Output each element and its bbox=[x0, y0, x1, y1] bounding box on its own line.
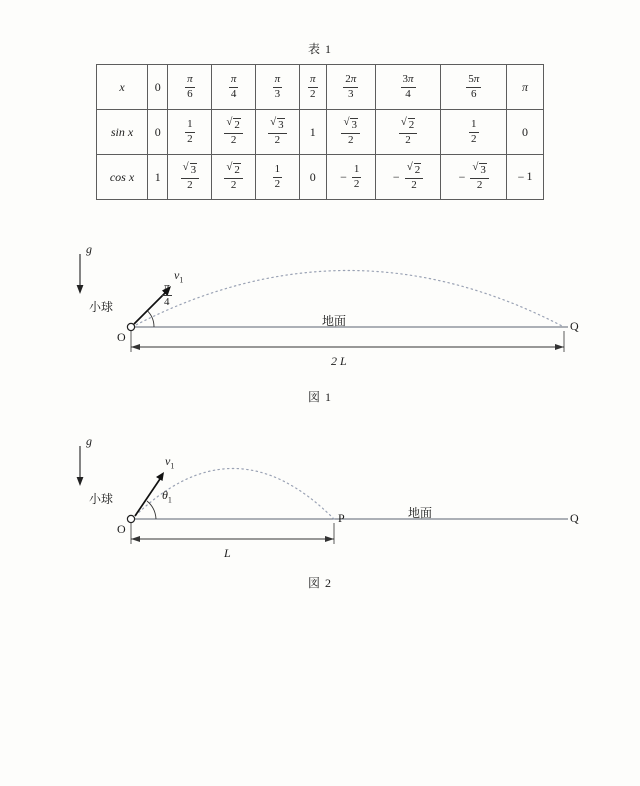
numerator-5: 5 bbox=[468, 72, 474, 85]
dimension-arrow-right bbox=[325, 536, 334, 542]
denominator-2: 2 bbox=[347, 133, 354, 146]
denominator-2: 2 bbox=[230, 133, 237, 146]
cell-x-3pi-4 bbox=[375, 65, 441, 110]
cell-cos-pi bbox=[507, 155, 544, 200]
minus-sign: − bbox=[340, 169, 347, 184]
numerator-1: 1 bbox=[185, 119, 195, 133]
sqrt-icon: √ 3 bbox=[343, 118, 358, 132]
ground-label: 地面 bbox=[408, 506, 433, 520]
sqrt-icon: √ 2 bbox=[226, 163, 241, 177]
origin-label: O bbox=[117, 330, 126, 344]
cell-cos-2pi-3 bbox=[326, 155, 375, 200]
denominator-3: 3 bbox=[274, 87, 281, 100]
pi-symbol: π bbox=[408, 72, 414, 85]
ball-marker bbox=[127, 323, 134, 330]
denominator-2: 2 bbox=[274, 177, 281, 190]
cell-cos-3pi-4 bbox=[375, 155, 441, 200]
denominator-2: 2 bbox=[353, 177, 360, 190]
velocity-label: $v_1$ bbox=[174, 268, 184, 285]
sqrt-icon: √ 3 bbox=[472, 163, 487, 177]
figure-1-caption: 図 1 bbox=[307, 390, 332, 404]
numerator-2: 2 bbox=[345, 72, 351, 85]
ground-label: 地面 bbox=[322, 314, 347, 328]
minus-sign: − bbox=[392, 169, 400, 184]
denominator-2: 2 bbox=[230, 178, 237, 191]
figure-1-drawing bbox=[0, 236, 640, 406]
gravity-label: g bbox=[86, 434, 92, 448]
denominator-2: 2 bbox=[471, 132, 477, 145]
trajectory-path bbox=[132, 271, 564, 328]
numerator-3: 3 bbox=[402, 72, 409, 85]
ball-marker bbox=[127, 515, 134, 522]
denominator-3: 3 bbox=[347, 87, 354, 100]
denominator-6: 6 bbox=[187, 87, 193, 100]
cell-cos-5pi-6 bbox=[441, 155, 507, 200]
row-label-sin: sin x bbox=[97, 110, 148, 155]
figure-2 bbox=[0, 432, 640, 592]
cell-x-2pi-3 bbox=[326, 65, 375, 110]
pi-symbol: π bbox=[229, 74, 239, 88]
cell-cos-pi-2: 0 bbox=[299, 155, 326, 200]
gravity-label: g bbox=[86, 242, 92, 256]
origin-label: O bbox=[117, 522, 126, 536]
ball-label: 小球 bbox=[89, 300, 114, 314]
cell-sin-pi: 0 bbox=[507, 110, 544, 155]
cell-sin-2pi-3 bbox=[326, 110, 375, 155]
pi-symbol: π bbox=[185, 74, 195, 88]
table-row bbox=[97, 65, 544, 110]
cell-x-pi-4 bbox=[212, 65, 256, 110]
sqrt-icon: √ 2 bbox=[407, 163, 422, 177]
row-label-cos: cos x bbox=[97, 155, 148, 200]
dimension-arrow-left bbox=[131, 344, 140, 350]
cell-x-pi-6 bbox=[168, 65, 212, 110]
denominator-4: 4 bbox=[230, 87, 237, 100]
denominator-2: 2 bbox=[309, 87, 316, 100]
cell-x-pi: π bbox=[507, 65, 544, 110]
minus-sign: − bbox=[458, 169, 466, 184]
cell-cos-pi-6 bbox=[168, 155, 212, 200]
denominator-2: 2 bbox=[274, 133, 281, 146]
sqrt-icon: √ 3 bbox=[270, 118, 285, 132]
cell-sin-pi-2: 1 bbox=[299, 110, 326, 155]
angle-arc bbox=[147, 501, 156, 519]
cell-sin-0: 0 bbox=[148, 110, 168, 155]
pi-symbol: π bbox=[308, 74, 318, 88]
velocity-label: $v_1$ bbox=[165, 454, 175, 471]
denominator-2: 2 bbox=[476, 178, 483, 191]
pi-symbol: π bbox=[473, 72, 480, 85]
distance-label: 2 L bbox=[331, 354, 347, 368]
trig-values-table bbox=[96, 64, 544, 200]
cell-cos-0: 1 bbox=[148, 155, 168, 200]
table-row bbox=[97, 155, 544, 200]
sqrt-icon: √ 2 bbox=[401, 118, 416, 132]
numerator-1: 1 bbox=[469, 119, 479, 133]
gravity-arrow-head bbox=[77, 285, 84, 294]
figure-2-caption: 図 2 bbox=[307, 576, 332, 590]
end-point-label: Q bbox=[570, 319, 579, 333]
figure-1 bbox=[0, 236, 640, 406]
cell-x-5pi-6 bbox=[441, 65, 507, 110]
gravity-arrow-head bbox=[77, 477, 84, 486]
denominator-4: 4 bbox=[405, 87, 411, 100]
numerator-1: 1 bbox=[526, 169, 533, 184]
angle-label: $\theta_1$ bbox=[162, 488, 172, 505]
cell-sin-pi-3 bbox=[255, 110, 299, 155]
end-point-label: Q bbox=[570, 511, 579, 525]
cell-sin-5pi-6 bbox=[441, 110, 507, 155]
cell-sin-pi-4 bbox=[212, 110, 256, 155]
cell-cos-pi-3 bbox=[255, 155, 299, 200]
angle-arc bbox=[147, 311, 154, 327]
cell-x-pi-3 bbox=[255, 65, 299, 110]
cell-x-0: 0 bbox=[148, 65, 168, 110]
cell-x-pi-2 bbox=[299, 65, 326, 110]
denominator-2: 2 bbox=[411, 178, 417, 191]
denominator-2: 2 bbox=[405, 133, 411, 146]
numerator-1: 1 bbox=[352, 164, 362, 178]
numerator-1: 1 bbox=[273, 164, 283, 178]
figure-2-drawing bbox=[0, 432, 640, 592]
cell-sin-3pi-4 bbox=[375, 110, 441, 155]
table-row bbox=[97, 110, 544, 155]
angle-label: $\frac{\pi}{4}$ bbox=[164, 281, 170, 308]
cell-sin-pi-6 bbox=[168, 110, 212, 155]
point-p-label: P bbox=[338, 511, 345, 525]
cell-cos-pi-4 bbox=[212, 155, 256, 200]
row-label-x: x bbox=[97, 65, 148, 110]
pi-symbol: π bbox=[273, 74, 283, 88]
minus-sign: − bbox=[517, 169, 525, 184]
pi-symbol: π bbox=[350, 72, 357, 85]
dimension-arrow-left bbox=[131, 536, 140, 542]
distance-label: L bbox=[224, 546, 231, 560]
sqrt-icon: √ 3 bbox=[183, 163, 198, 177]
dimension-arrow-right bbox=[555, 344, 564, 350]
sqrt-icon: √ 2 bbox=[226, 118, 241, 132]
denominator-6: 6 bbox=[471, 87, 477, 100]
denominator-2: 2 bbox=[187, 178, 193, 191]
table-caption: 表 1 bbox=[307, 42, 332, 56]
denominator-2: 2 bbox=[187, 132, 193, 145]
ball-label: 小球 bbox=[89, 492, 114, 506]
